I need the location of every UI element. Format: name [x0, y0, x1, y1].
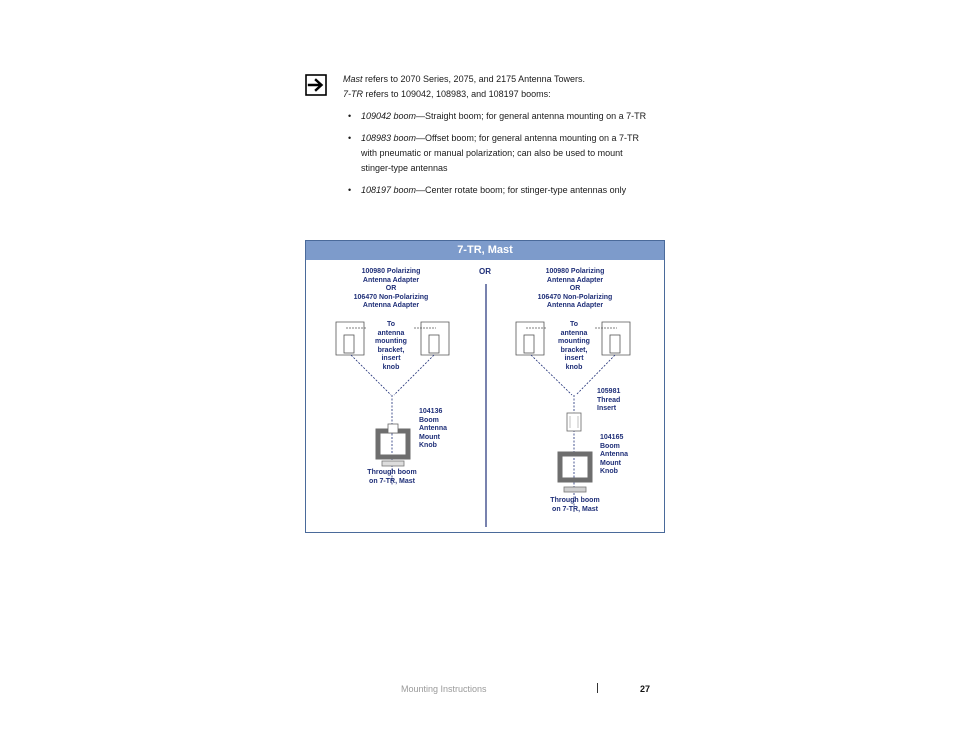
right-adapter-label: 100980 Polarizing Antenna Adapter OR 106470 Non-Polarizing Antenna Adapter: [537, 268, 613, 309]
footer-section: Mounting Instructions: [401, 684, 487, 694]
footer-divider: [597, 683, 598, 693]
list-item: • 108983 boom—Offset boom; for general antenna mounting on a 7-TR with pneumatic or manual polarization; can also be used to mount stinger-type antennas: [343, 131, 653, 176]
left-adapter-label: 100980 Polarizing Antenna Adapter OR 106470 Non-Polarizing Antenna Adapter: [353, 268, 429, 309]
or-label: OR: [479, 267, 491, 276]
thread-insert-label: 105981 Thread Insert: [597, 388, 621, 412]
left-knob: [378, 424, 408, 466]
left-knob-label: 104136 Boom Antenna Mount Knob: [419, 408, 447, 449]
arrow-right-icon: [305, 74, 327, 96]
page-number: 27: [640, 684, 651, 694]
mast-definition: refers to 2070 Series, 2075, and 2175 Antenna Towers.: [362, 74, 586, 84]
right-knob: [560, 454, 590, 492]
list-item: • 108197 boom—Center rotate boom; for stinger-type antennas only: [343, 183, 653, 198]
right-knob-label: 104165 Boom Antenna Mount Knob: [600, 434, 628, 475]
left-through-label: Through boom on 7-TR, Mast: [367, 469, 417, 485]
7tr-definition: refers to 109042, 108983, and 108197 booms:: [363, 89, 551, 99]
note-text: [343, 72, 663, 102]
list-item: • 109042 boom—Straight boom; for general antenna mounting on a 7-TR: [343, 109, 653, 124]
mast-term: Mast: [343, 74, 363, 84]
mounting-diagram: [305, 240, 665, 533]
right-thread-insert: [567, 413, 581, 431]
boom-list: [343, 109, 653, 205]
left-bracket-label: To antenna mounting bracket, insert knob: [375, 321, 407, 371]
diagram-title: 7-TR, Mast: [306, 241, 664, 260]
right-bracket-label: To antenna mounting bracket, insert knob: [558, 321, 590, 371]
7tr-term: 7-TR: [343, 89, 363, 99]
right-through-label: Through boom on 7-TR, Mast: [550, 497, 600, 513]
